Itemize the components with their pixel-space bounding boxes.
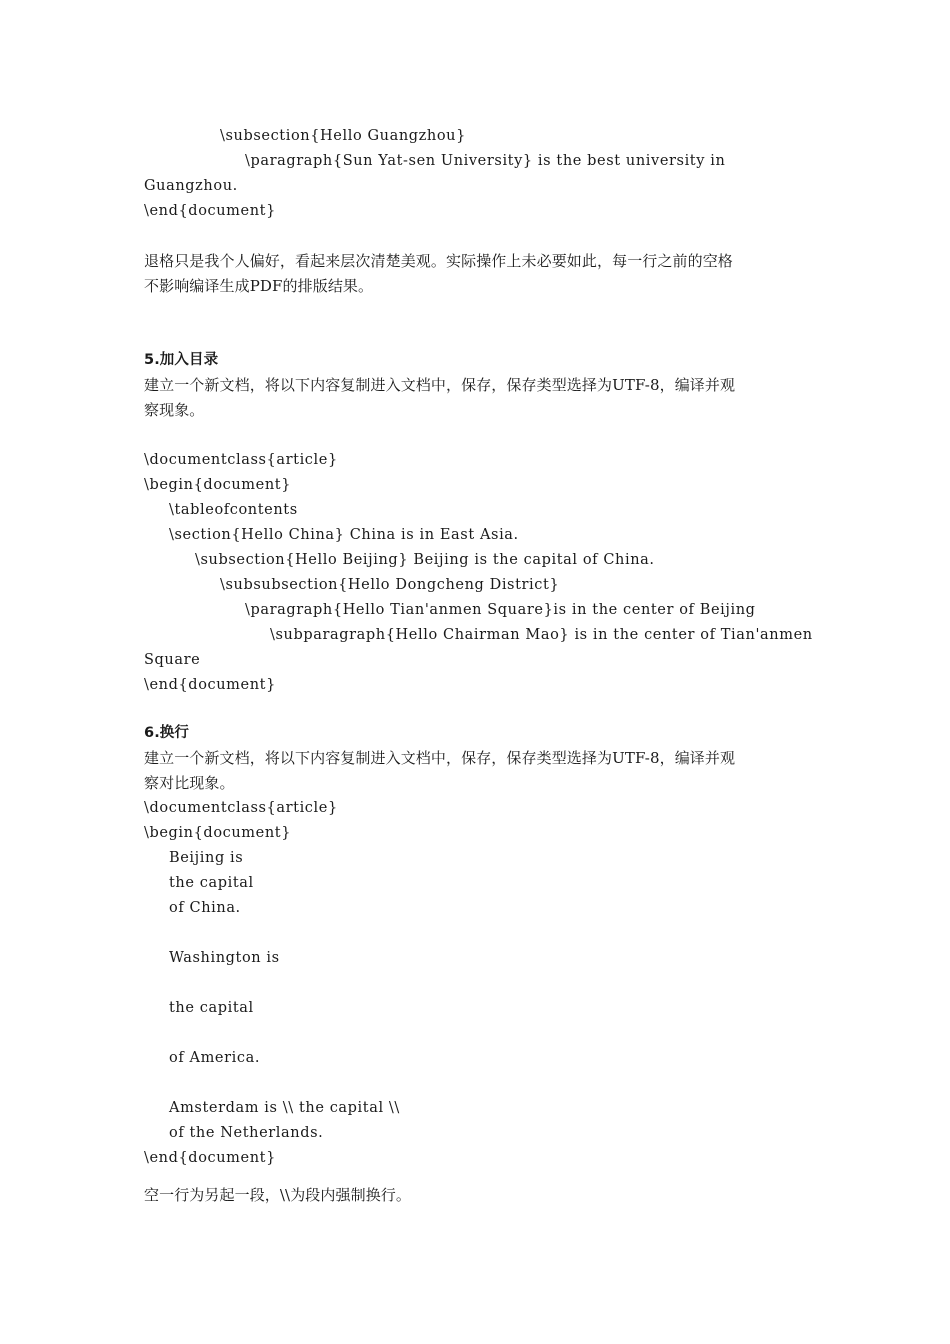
code-line: Washington is [169,950,280,966]
code-line: \end{document} [144,677,276,693]
code-line: \tableofcontents [169,502,298,518]
note-text: 不影响编译生成PDF的排版结果。 [144,277,374,295]
code-line: Amsterdam is \\ the capital \\ [169,1100,400,1116]
intro-text: 察对比现象。 [144,774,235,792]
code-line: \paragraph{Hello Tian'anmen Square}is in the center of Beijing [245,602,756,618]
code-line: \subparagraph{Hello Chairman Mao} is in the center of Tian'anmen [270,627,813,643]
code-line: Guangzhou. [144,178,238,194]
code-line: \begin{document} [144,477,292,493]
section-heading: 5.加入目录 [144,352,219,368]
code-line: the capital [169,1000,254,1016]
note-text: 退格只是我个人偏好，看起来层次清楚美观。实际操作上未必要如此，每一行之前的空格 [144,252,733,270]
section-heading: 6.换行 [144,725,189,741]
code-line: the capital [169,875,254,891]
code-line: \begin{document} [144,825,292,841]
code-line: \paragraph{Sun Yat-sen University} is the best university in [245,153,726,169]
intro-text: 察现象。 [144,401,205,419]
code-line: of America. [169,1050,261,1066]
code-line: Beijing is [169,850,244,866]
code-line: \documentclass{article} [144,800,338,816]
code-line: of China. [169,900,241,916]
intro-text: 建立一个新文档，将以下内容复制进入文档中，保存，保存类型选择为UTF-8，编译并观 [144,749,736,767]
code-line: \subsubsection{Hello Dongcheng District} [220,577,560,593]
code-line: \end{document} [144,203,276,219]
code-line: \section{Hello China} China is in East Asia. [169,527,519,543]
code-line: of the Netherlands. [169,1125,324,1141]
code-line: \documentclass{article} [144,452,338,468]
code-line: \subsection{Hello Beijing} Beijing is the capital of China. [195,552,655,568]
code-line: \subsection{Hello Guangzhou} [220,128,466,144]
code-line: \end{document} [144,1150,276,1166]
intro-text: 建立一个新文档，将以下内容复制进入文档中，保存，保存类型选择为UTF-8，编译并观 [144,376,736,394]
code-line: Square [144,652,201,668]
note-text: 空一行为另起一段，\\为段内强制换行。 [144,1186,412,1204]
